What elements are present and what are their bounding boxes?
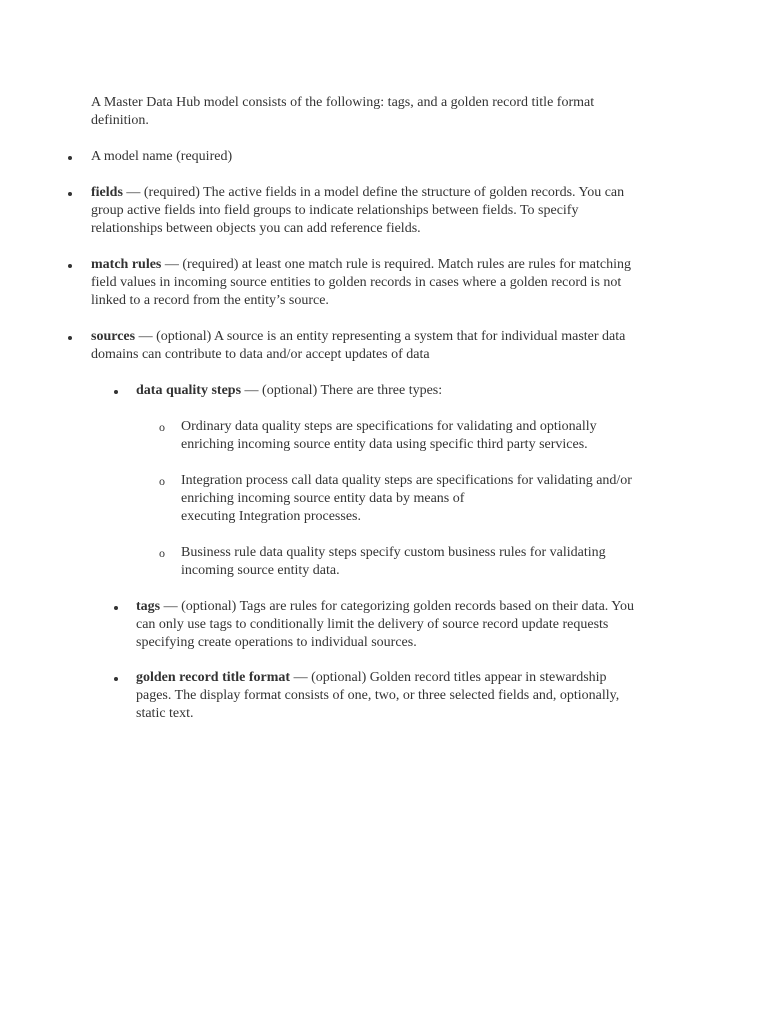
ordinary-line-1: Ordinary data quality steps are specifications for validating and optionally — [181, 419, 597, 434]
list-item-match-rules — [91, 256, 631, 310]
integration-line-3: executing Integration processes. — [181, 509, 361, 524]
list-item-ordinary-dq — [181, 418, 597, 454]
list-item-title-format — [136, 669, 619, 723]
title-format-line-3: static text. — [136, 706, 194, 721]
intro-paragraph — [91, 94, 651, 130]
list-item-business-rule-dq — [181, 544, 606, 580]
fields-line-2: group active fields into field groups to indicate relationships between fields. To specify — [91, 203, 579, 218]
list-item-tags — [136, 598, 634, 652]
business-rule-line-2: incoming source entity data. — [181, 563, 340, 578]
bullet-dot — [114, 390, 118, 394]
tags-line-1: — (optional) Tags are rules for categorizing golden records based on their data. You — [160, 599, 634, 614]
bullet-dot — [68, 156, 72, 160]
business-rule-line-1: Business rule data quality steps specify custom business rules for validating — [181, 545, 606, 560]
title-format-line-1: — (optional) Golden record titles appear in stewardship — [290, 670, 607, 685]
ordinary-line-2: enriching incoming source entity data using specific third party services. — [181, 437, 588, 452]
match-rules-term: match rules — [91, 257, 162, 272]
sub-bullet-circle: o — [159, 420, 165, 434]
dq-steps-line-1: — (optional) There are three types: — [241, 383, 443, 398]
list-item-fields — [91, 184, 624, 238]
tags-line-2: can only use tags to conditionally limit the delivery of source record update requests — [136, 617, 609, 632]
fields-line-3: relationships between objects you can add reference fields. — [91, 221, 421, 236]
title-format-term: golden record title format — [136, 670, 291, 685]
fields-term: fields — [91, 185, 123, 200]
fields-line-1: — (required) The active fields in a model define the structure of golden records. You can — [122, 185, 625, 200]
sub-bullet-circle: o — [159, 546, 165, 560]
intro-line-1: A Master Data Hub model consists of the following: tags, and a golden record title format — [91, 95, 595, 110]
match-rules-line-3: linked to a record from the entity’s source. — [91, 293, 329, 308]
tags-line-3: specifying create operations to individual sources. — [136, 635, 417, 650]
list-item-data-quality-steps — [136, 382, 442, 400]
sources-term: sources — [91, 329, 136, 344]
tags-term: tags — [136, 599, 161, 614]
list-item-model-name — [91, 148, 232, 166]
title-format-line-2: pages. The display format consists of one, two, or three selected fields and, optionally, — [136, 688, 620, 703]
bullet-dot — [68, 192, 72, 196]
dq-steps-term: data quality steps — [136, 383, 242, 398]
bullet-dot — [68, 336, 72, 340]
sub-bullet-circle: o — [159, 474, 165, 488]
sources-line-1: — (optional) A source is an entity representing a system that for individual master data — [135, 329, 626, 344]
bullet-dot — [114, 606, 118, 610]
match-rules-line-1: — (required) at least one match rule is required. Match rules are rules for matching — [161, 257, 631, 272]
bullet-dot — [68, 264, 72, 268]
integration-line-2: enriching incoming source entity data by means of — [181, 491, 465, 506]
integration-line-1: Integration process call data quality steps are specifications for validating and/or — [181, 473, 632, 488]
intro-line-2: definition. — [91, 113, 149, 128]
list-item-sources — [91, 328, 625, 364]
sources-line-2: domains can contribute to data and/or accept updates of data — [91, 347, 430, 362]
model-name-text: A model name (required) — [91, 149, 233, 164]
list-item-integration-dq — [181, 472, 632, 526]
bullet-dot — [114, 677, 118, 681]
match-rules-line-2: field values in incoming source entities to golden records in cases where a golden record is not — [91, 275, 622, 290]
